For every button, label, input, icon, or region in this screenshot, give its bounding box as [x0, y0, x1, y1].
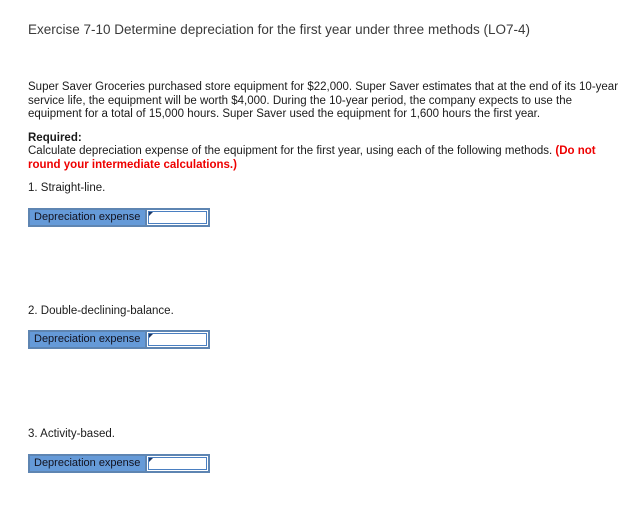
required-instructions-text: Calculate depreciation expense of the equipment for the first year, using each of the following methods.	[28, 145, 556, 157]
depreciation-table-3	[28, 454, 210, 473]
depreciation-expense-label: Depreciation expense	[30, 210, 145, 225]
method-1-heading: 1. Straight-line.	[28, 182, 106, 194]
depreciation-expense-label: Depreciation expense	[30, 456, 145, 471]
depreciation-input-cell	[145, 332, 208, 347]
method-2-heading: 2. Double-declining-balance.	[28, 304, 174, 317]
depreciation-table-2	[28, 330, 210, 349]
depreciation-input-cell	[145, 210, 208, 225]
straight-line-depreciation-input[interactable]	[148, 211, 207, 224]
double-declining-depreciation-input[interactable]	[148, 333, 207, 346]
required-label: Required:	[28, 131, 82, 144]
do-not-round-warning: (Do not round your intermediate calculations.)	[28, 145, 596, 171]
required-instructions	[28, 145, 620, 172]
page-title: Exercise 7-10 Determine depreciation for the first year under three methods (LO7-4)	[28, 22, 530, 37]
method-2-section	[28, 305, 608, 350]
method-3-heading: 3. Activity-based.	[28, 428, 115, 440]
depreciation-input-cell	[145, 456, 208, 471]
problem-statement: Super Saver Groceries purchased store equipment for $22,000. Super Saver estimates that at the end of its 10-year service life, the equipment will be worth $4,000. During the 10-year period, the company expects to use the equipment for a total of 15,000 hours. Super Saver used the equipment for 1,600 hours the first year.	[28, 81, 619, 120]
depreciation-expense-label: Depreciation expense	[30, 332, 145, 347]
activity-based-depreciation-input[interactable]	[148, 457, 207, 470]
method-3-section	[28, 428, 608, 473]
depreciation-table-1	[28, 208, 210, 227]
method-1-section	[28, 182, 608, 227]
